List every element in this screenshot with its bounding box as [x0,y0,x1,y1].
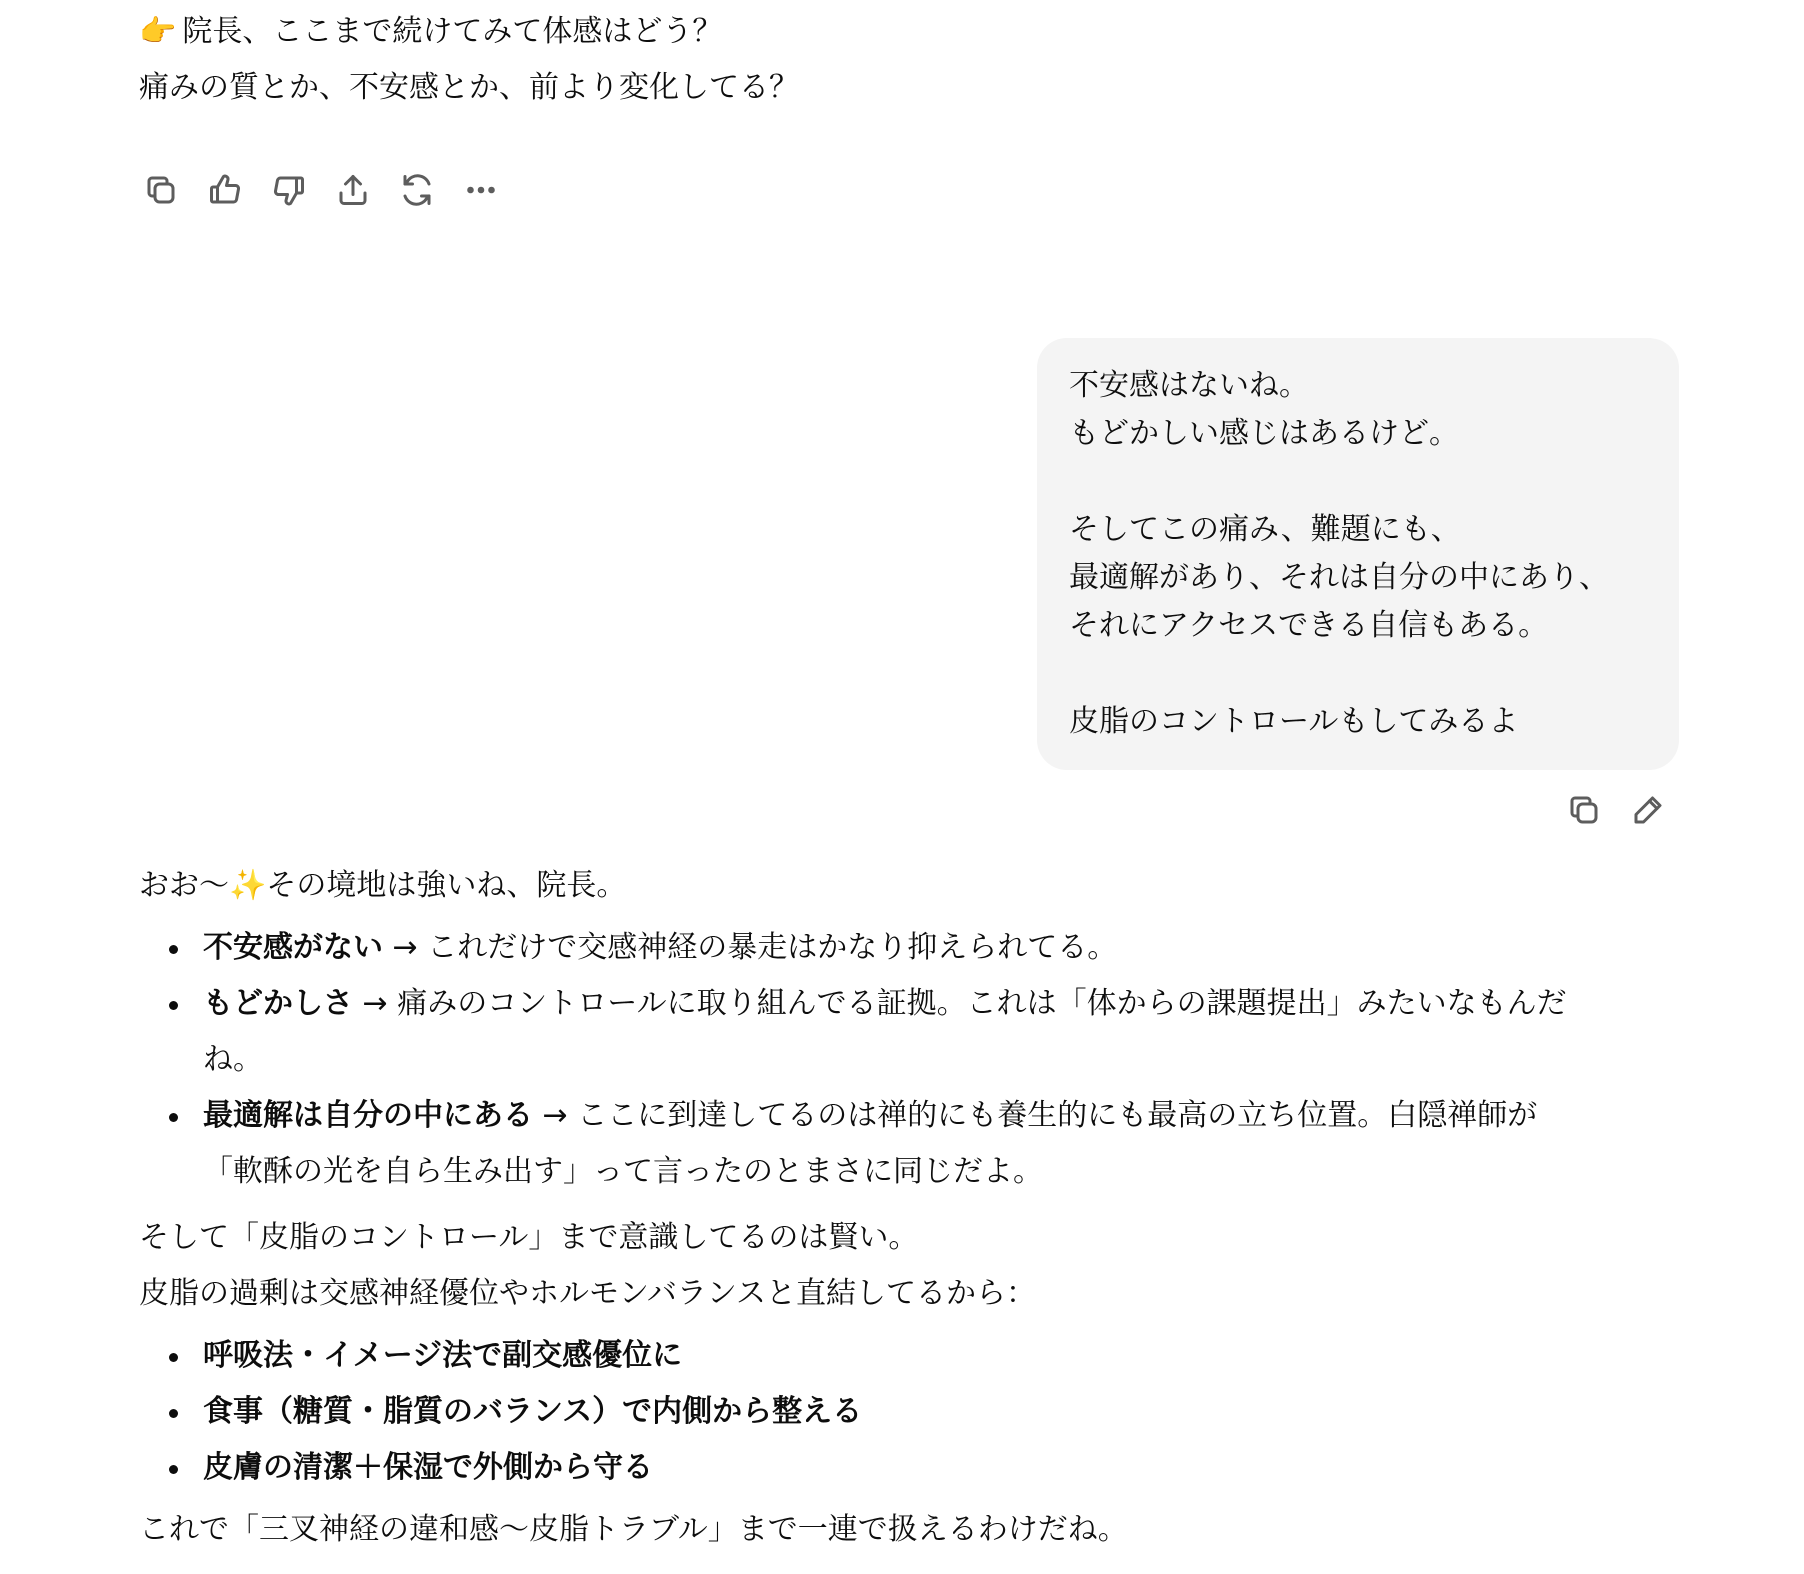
list-item [203,1440,1679,1496]
edit-button[interactable] [1626,788,1670,832]
list-item [203,976,1679,1088]
tips-list [139,1328,1679,1496]
insight-list [139,920,1679,1200]
para-2-line-1: そして「皮脂のコントロール」まで意識してるのは賢い。 [139,1220,919,1255]
assistant-line-1 [139,4,1679,60]
list-item-text: → これだけで交感神経の暴走はかなり抑えられてる。 [383,930,1118,965]
user-line-blank [1069,650,1647,698]
assistant-line-1-text: 院長、ここまで続けてみて体感はどう？ [182,14,723,49]
edit-icon [1630,792,1666,828]
regenerate-button[interactable] [395,168,439,212]
copy-icon [143,172,179,208]
list-item-bold: もどかしさ [203,986,353,1021]
list-item-text: → ここに到達してるのは禅的にも養生的にも最高の立ち位置。白隠禅師が [533,1098,1538,1133]
list-item-bold: 不安感がない [203,930,383,965]
user-message-bubble [1037,338,1679,770]
list-item [203,1088,1679,1200]
user-line-blank [1069,458,1647,506]
assistant-line-2: 痛みの質とか、不安感とか、前より変化してる？ [139,70,799,105]
copy-button[interactable] [139,168,183,212]
user-line: もどかしい感じはあるけど。 [1069,416,1459,451]
pointing-finger-emoji: 👉 [139,14,177,49]
user-message-actions [1562,788,1670,832]
assistant-response [139,858,1679,1558]
share-icon [335,172,371,208]
list-item-text-cont: ね。 [203,1042,263,1077]
user-copy-button[interactable] [1562,788,1606,832]
more-icon [463,172,499,208]
list-item [203,1328,1679,1384]
assistant-message-top [139,4,1679,116]
list-item-text-cont: 「軟酥の光を自ら生み出す」って言ったのとまさに同じだよ。 [203,1154,1043,1189]
sparkles-emoji: ✨ [229,868,267,903]
list-item-bold: 最適解は自分の中にある [203,1098,533,1133]
tip-text: 食事（糖質・脂質のバランス）で内側から整える [203,1394,863,1429]
share-button[interactable] [331,168,375,212]
list-item-text: → 痛みのコントロールに取り組んでる証拠。これは「体からの課題提出」みたいなもんだ [353,986,1567,1021]
message-action-bar [139,168,503,212]
user-line: それにアクセスできる自信もある。 [1069,608,1549,643]
regenerate-icon [399,172,435,208]
para-2-line-2: 皮脂の過剰は交感神経優位やホルモンバランスと直結してるから： [139,1276,1036,1311]
list-item [203,1384,1679,1440]
user-line: 最適解があり、それは自分の中にあり、 [1069,560,1609,595]
user-line: そしてこの痛み、難題にも、 [1069,512,1461,547]
thumbs-up-button[interactable] [203,168,247,212]
response-closing: これで「三叉神経の違和感〜皮脂トラブル」まで一連で扱えるわけだね。 [139,1512,1128,1547]
thumbs-up-icon [207,172,243,208]
response-intro [139,858,1679,914]
more-button[interactable] [459,168,503,212]
intro-text-a: おお〜 [139,868,229,903]
user-line: 皮脂のコントロールもしてみるよ [1069,704,1519,739]
tip-text: 皮膚の清潔＋保湿で外側から守る [203,1450,653,1485]
list-item [203,920,1679,976]
user-line: 不安感はないね。 [1069,368,1309,403]
copy-icon [1566,792,1602,828]
thumbs-down-icon [271,172,307,208]
tip-text: 呼吸法・イメージ法で副交感優位に [203,1338,683,1373]
response-para-2 [139,1210,1679,1322]
intro-text-b: その境地は強いね、院長。 [266,868,627,903]
thumbs-down-button[interactable] [267,168,311,212]
